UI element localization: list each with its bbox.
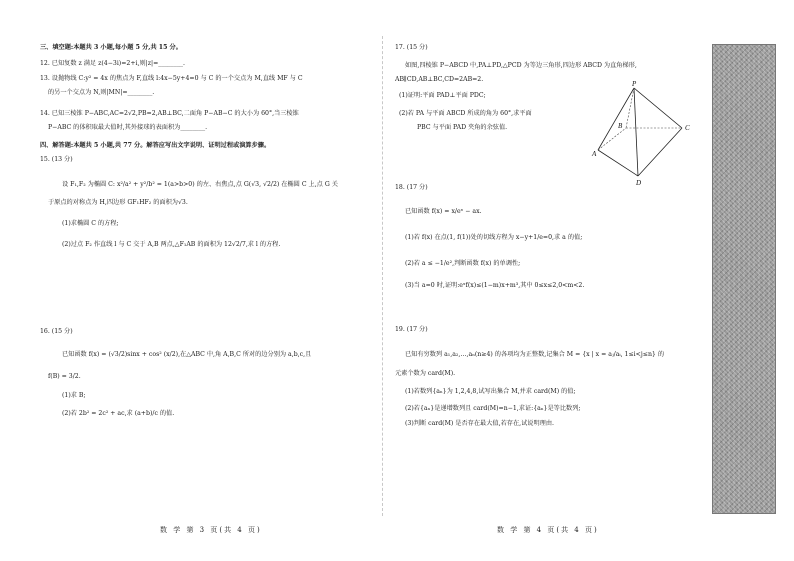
column-divider: [382, 36, 383, 516]
question-18-part2: (2)若 a ≤ −1/e²,判断函数 f(x) 的单调性;: [405, 260, 521, 267]
edge-dc: [638, 128, 682, 176]
question-17-line2: AB∥CD,AB⊥BC,CD=2AB=2.: [395, 76, 484, 83]
question-16-line1: 已知函数 f(x) = (√3/2)sinx + cos² (x/2),在△ABC 中,角 A,B,C 所对的边分别为 a,b,c,且: [62, 351, 312, 358]
edge-pa: [598, 88, 634, 150]
question-19-part1: (1)若数列{aₙ}为 1,2,4,8,试写出集合 M,并求 card(M) 的值;: [405, 388, 576, 395]
page-footer-right: 数 学 第 4 页(共 4 页): [497, 526, 599, 534]
label-a: A: [592, 150, 597, 158]
question-14-line1: 14. 已知三棱锥 P−ABC,AC=2√2,PB=2,AB⊥BC,二面角 P−AB−C 的大小为 60°,当三棱锥: [40, 110, 299, 117]
question-15-part1: (1)求椭圆 C 的方程;: [62, 220, 119, 227]
question-16-line2: f(B) = 3/2.: [48, 373, 81, 380]
page-footer-left: 数 学 第 3 页(共 4 页): [160, 526, 262, 534]
question-15-line1: 设 F₁,F₂ 为椭圆 C: x²/a² + y²/b² = 1(a>b>0) 的左、右焦点,点 G(√3, √2/2) 在椭圆 C 上,点 G 关: [62, 181, 338, 188]
pyramid-figure: [590, 78, 702, 188]
question-18-part1: (1)若 f(x) 在点(1, f(1))处的切线方程为 x−y+1/e=0,求 a 的值;: [405, 234, 583, 241]
question-13-line2: 的另一个交点为 N,则|MN|=________.: [48, 89, 155, 96]
edge-pd: [634, 88, 638, 176]
question-19-line1: 已知有穷数列 a₁,a₂,…,aₙ(n≥4) 的各项均为正整数,记集合 M = {x | x = aⱼ/aᵢ, 1≤i<j≤n} 的: [405, 351, 665, 358]
edge-ad: [598, 150, 638, 176]
question-15-number: 15. (13 分): [40, 156, 73, 163]
section3-header: 三、填空题:本题共 3 小题,每小题 5 分,共 15 分。: [40, 44, 182, 51]
question-18-line1: 已知函数 f(x) = x/eˣ − ax.: [405, 208, 482, 215]
edge-ab-hidden: [598, 128, 626, 150]
question-16-part1: (1)求 B;: [62, 392, 86, 399]
question-13-line1: 13. 设抛物线 C:y² = 4x 的焦点为 F,直线 l:4x−5y+4=0 与 C 的一个交点为 M,直线 MF 与 C: [40, 75, 303, 82]
question-17-number: 17. (15 分): [395, 44, 428, 51]
question-15-part2: (2)过点 F₂ 作直线 l 与 C 交于 A,B 两点,△F₁AB 的面积为 12√2/7,求 l 的方程.: [62, 241, 281, 248]
question-16-number: 16. (15 分): [40, 328, 73, 335]
question-15-line2: 于原点的对称点为 H,四边形 GF₁HF₂ 的面积为√3.: [48, 199, 188, 206]
edge-pc: [634, 88, 682, 128]
question-18-part3: (3)当 a=0 时,证明:eˣf(x)≤(1−m)x+m³,其中 0≤x≤2,0<m<2.: [405, 282, 585, 289]
question-19-number: 19. (17 分): [395, 326, 428, 333]
question-17-part2a: (2)若 PA 与平面 ABCD 所成的角为 60°,求平面: [399, 110, 532, 117]
question-19-part3: (3)判断 card(M) 是否存在最大值,若存在,试说明理由.: [405, 420, 555, 427]
label-c: C: [685, 124, 690, 132]
question-18-number: 18. (17 分): [395, 184, 428, 191]
section4-header: 四、解答题:本题共 5 小题,共 77 分。解答应写出文字说明、证明过程或演算步骤。: [40, 142, 271, 149]
question-19-part2: (2)若{aₙ}是递增数列且 card(M)=n−1,求证:{aₙ}是等比数列;: [405, 405, 581, 412]
label-d: D: [636, 179, 642, 187]
question-12: 12. 已知复数 z 满足 z(4−3i)=2+i,则|z|=________.: [40, 60, 185, 67]
question-19-line2: 元素个数为 card(M).: [395, 370, 456, 377]
question-16-part2: (2)若 2b² = 2c² + ac,求 (a+b)/c 的值.: [62, 410, 175, 417]
label-b: B: [618, 122, 623, 130]
question-17-part2b: PBC 与平面 PAD 夹角的余弦值.: [417, 124, 508, 131]
question-17-part1: (1)证明:平面 PAD⊥平面 PDC;: [399, 92, 486, 99]
decorative-side-strip: [712, 44, 776, 514]
edge-pb-hidden: [626, 88, 634, 128]
question-14-line2: P−ABC 的体积取最大值时,其外接球的表面积为________.: [48, 124, 208, 131]
question-17-line1: 如图,四棱锥 P−ABCD 中,PA⊥PD,△PCD 为等边三角形,四边形 ABCD 为直角梯形,: [405, 62, 637, 69]
label-p: P: [632, 80, 637, 88]
